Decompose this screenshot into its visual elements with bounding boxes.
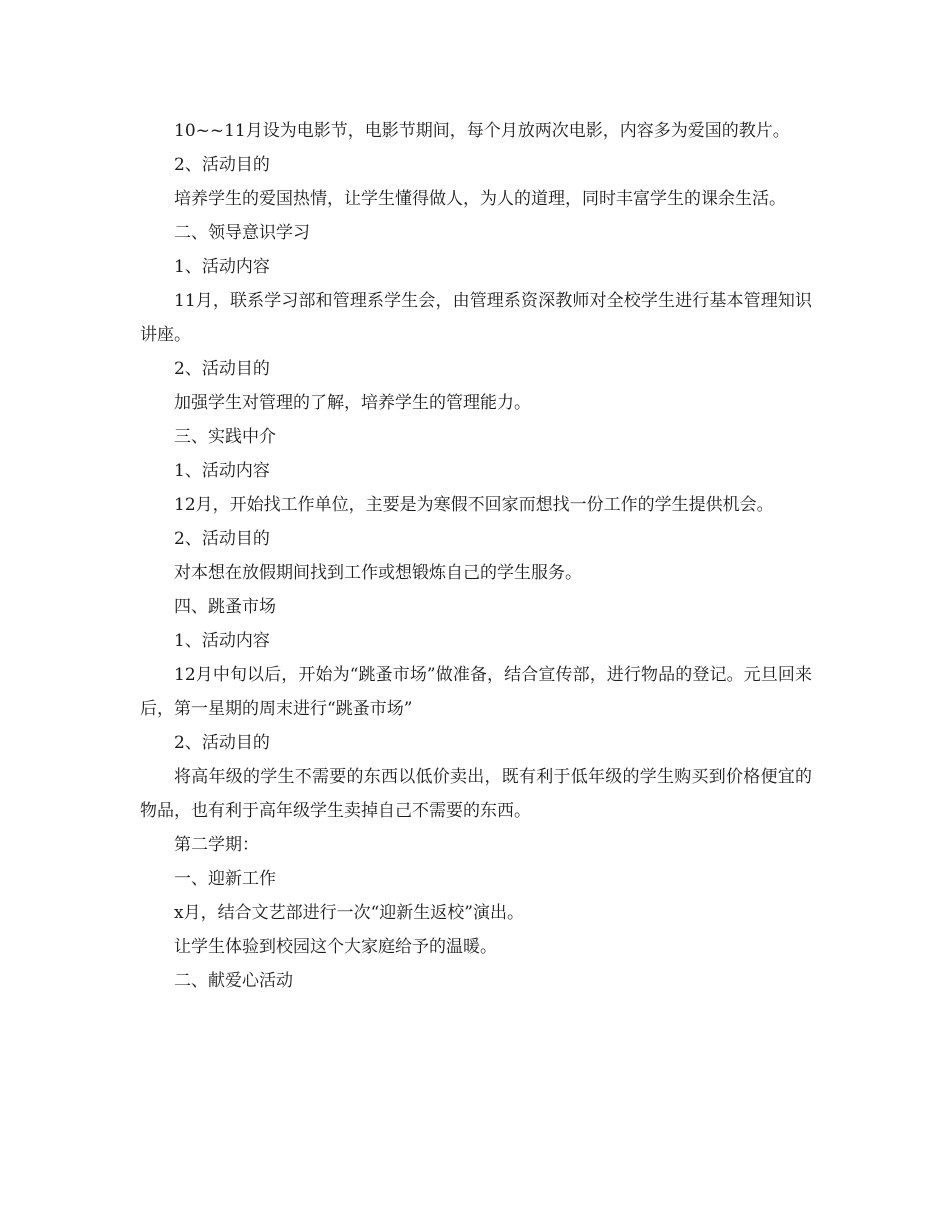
paragraph: 加强学生对管理的了解，培养学生的管理能力。 <box>174 393 531 413</box>
paragraph: 1、活动内容 <box>174 257 270 277</box>
paragraph: 12月中旬以后，开始为“跳蚤市场”做准备，结合宣传部，进行物品的登记。元旦回来后，第一星期的周末进行“跳蚤市场” <box>140 665 812 719</box>
paragraph: 10~~11月设为电影节，电影节期间，每个月放两次电影，内容多为爱国的教片。 <box>174 121 790 141</box>
section-heading: 一、迎新工作 <box>174 869 276 889</box>
paragraph: x月，结合文艺部进行一次“迎新生返校”演出。 <box>174 903 524 923</box>
paragraph: 2、活动目的 <box>174 733 270 753</box>
section-heading: 三、实践中介 <box>174 427 276 447</box>
paragraph: 12月，开始找工作单位，主要是为寒假不回家而想找一份工作的学生提供机会。 <box>174 495 774 515</box>
paragraph: 将高年级的学生不需要的东西以低价卖出，既有利于低年级的学生购买到价格便宜的物品，也有利于高年级学生卖掉自己不需要的东西。 <box>140 767 812 821</box>
paragraph: 2、活动目的 <box>174 359 270 379</box>
section-heading: 二、献爱心活动 <box>174 971 293 991</box>
paragraph: 11月，联系学习部和管理系学生会，由管理系资深教师对全校学生进行基本管理知识讲座。 <box>140 291 812 345</box>
paragraph: 2、活动目的 <box>174 529 270 549</box>
paragraph: 1、活动内容 <box>174 631 270 651</box>
paragraph: 对本想在放假期间找到工作或想锻炼自己的学生服务。 <box>174 563 582 583</box>
section-heading: 四、跳蚤市场 <box>174 597 276 617</box>
semester-heading: 第二学期： <box>174 835 259 855</box>
paragraph: 让学生体验到校园这个大家庭给予的温暖。 <box>174 937 497 957</box>
paragraph: 2、活动目的 <box>174 155 270 175</box>
section-heading: 二、领导意识学习 <box>174 223 310 243</box>
document-body <box>140 114 812 998</box>
paragraph: 1、活动内容 <box>174 461 270 481</box>
paragraph: 培养学生的爱国热情，让学生懂得做人，为人的道理，同时丰富学生的课余生活。 <box>174 189 786 209</box>
